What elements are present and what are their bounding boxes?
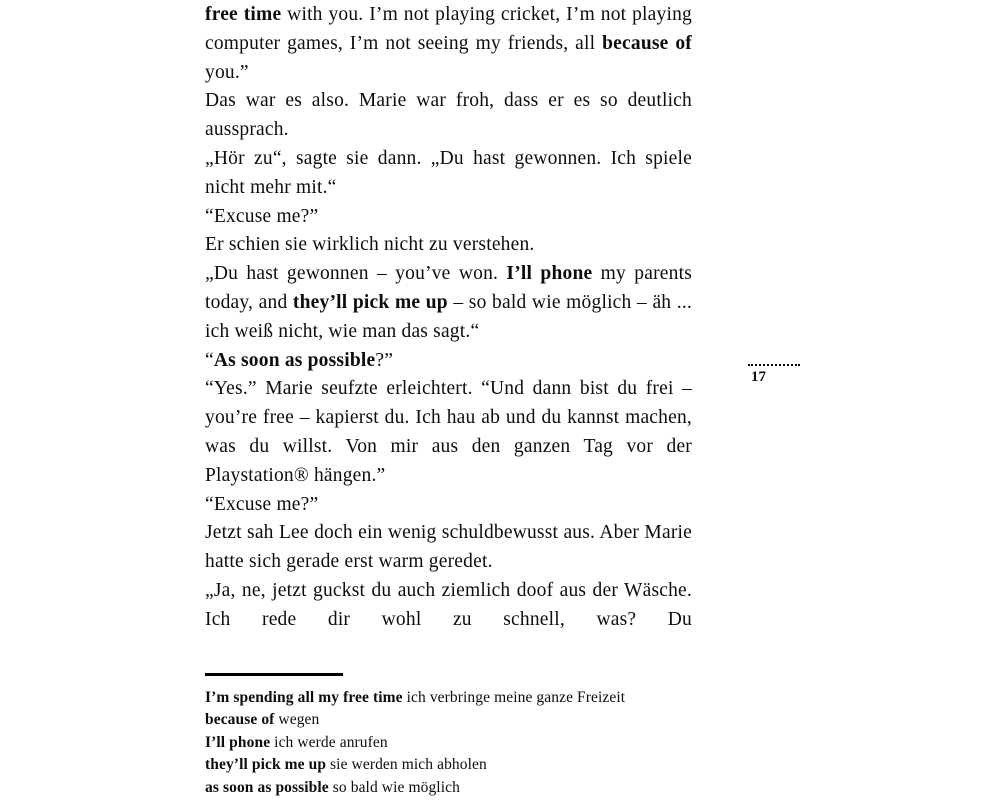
paragraph: “As soon as possible?”	[205, 349, 394, 371]
footnotes-glossary	[205, 687, 692, 800]
footnote-item: they’ll pick me up sie werden mich abholen	[205, 756, 487, 774]
page-number-block	[748, 364, 800, 386]
paragraph: „Du hast gewonnen – you’ve won. I’ll phone my parents today, and they’ll pick me up – so bald wie möglich – äh ... ich weiß nicht, wie man das sagt.“	[205, 263, 693, 342]
paragraph: „Ja, ne, jetzt guckst du auch ziemlich doof aus der Wäsche. Ich rede dir wohl zu schnell, was? Du	[205, 579, 692, 630]
footnote-separator	[205, 673, 343, 676]
footnote-item: I’m spending all my free time ich verbringe meine ganze Freizeit	[205, 688, 626, 706]
paragraph: „Hör zu“, sagte sie dann. „Du hast gewonnen. Ich spiele nicht mehr mit.“	[205, 147, 692, 198]
footnote-item: as soon as possible so bald wie möglich	[205, 778, 460, 796]
text-column	[205, 1, 692, 800]
page-number: 17	[751, 369, 766, 385]
footnote-item: because of wegen	[205, 711, 320, 729]
body-text	[205, 1, 692, 635]
paragraph: Das war es also. Marie war froh, dass er es so deutlich aussprach.	[205, 90, 692, 141]
page-number-rule	[748, 364, 800, 366]
paragraph: Jetzt sah Lee doch ein wenig schuldbewusst aus. Aber Marie hatte sich gerade erst warm geredet.	[205, 522, 692, 573]
footnote-item: I’ll phone ich werde anrufen	[205, 733, 388, 751]
paragraph: “Yes.” Marie seufzte erleichtert. “Und dann bist du frei – you’re free – kapierst du. Ich hau ab und du kannst machen, was du willst. Von mir aus den ganzen Tag vor der Playstation® hängen.”	[205, 378, 692, 486]
paragraph: “Excuse me?”	[205, 493, 319, 515]
paragraph: free time with you. I’m not playing cricket, I’m not playing computer games, I’m not seeing my friends, all because of you.”	[205, 4, 692, 83]
paragraph: Er schien sie wirklich nicht zu verstehen.	[205, 234, 535, 256]
paragraph: “Excuse me?”	[205, 205, 319, 227]
